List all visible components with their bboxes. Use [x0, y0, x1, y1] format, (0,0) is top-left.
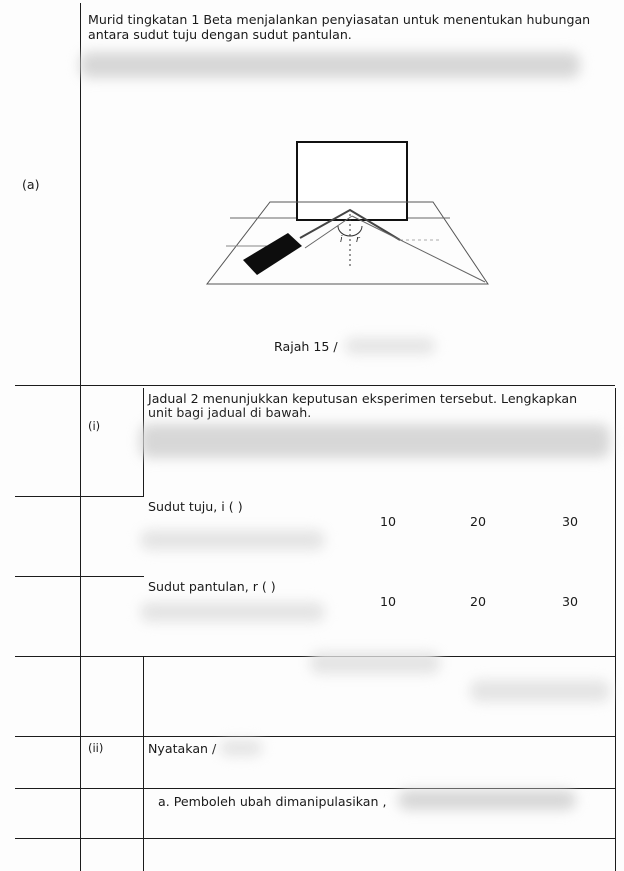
- question-ii-item-a: a. Pemboleh ubah dimanipulasikan ,: [158, 794, 387, 809]
- reflection-value-1: 10: [379, 594, 397, 609]
- part-a-label: (a): [22, 177, 40, 192]
- redacted-row-1-translation: [140, 530, 325, 550]
- redacted-row-2-translation: [140, 602, 325, 622]
- redacted-table-footer-1: [310, 652, 440, 674]
- angle-i-label: i: [340, 235, 343, 245]
- reflection-value-3: 30: [561, 594, 579, 609]
- redacted-translation-question-i: [140, 424, 610, 458]
- incidence-value-1: 10: [379, 514, 397, 529]
- row-label-angle-of-reflection: Sudut pantulan, r ( ): [148, 579, 276, 594]
- intro-line-2: antara sudut tuju dengan sudut pantulan.: [88, 27, 352, 42]
- intro-line-1: Murid tingkatan 1 Beta menjalankan penyiasatan untuk menentukan hubungan: [88, 12, 591, 27]
- part-i-label: (i): [88, 419, 101, 433]
- redacted-caption-translation: [345, 338, 435, 354]
- redacted-table-footer-2: [470, 680, 610, 702]
- row-label-angle-of-incidence: Sudut tuju, i ( ): [148, 499, 243, 514]
- ray-box: [243, 233, 302, 275]
- question-i-line-2: unit bagi jadual di bawah.: [148, 405, 312, 420]
- incidence-value-2: 20: [469, 514, 487, 529]
- white-board: [297, 142, 407, 220]
- question-ii-prompt: Nyatakan /: [148, 741, 217, 756]
- part-ii-label: (ii): [88, 741, 104, 755]
- redacted-prompt-translation: [220, 740, 262, 756]
- reflection-value-2: 20: [469, 594, 487, 609]
- incidence-value-3: 30: [561, 514, 579, 529]
- redacted-item-a-translation: [398, 790, 576, 810]
- figure-caption: Rajah 15 /: [274, 339, 338, 354]
- angle-r-label: r: [356, 235, 360, 245]
- question-i-line-1: Jadual 2 menunjukkan keputusan eksperimen tersebut. Lengkapkan: [148, 391, 578, 406]
